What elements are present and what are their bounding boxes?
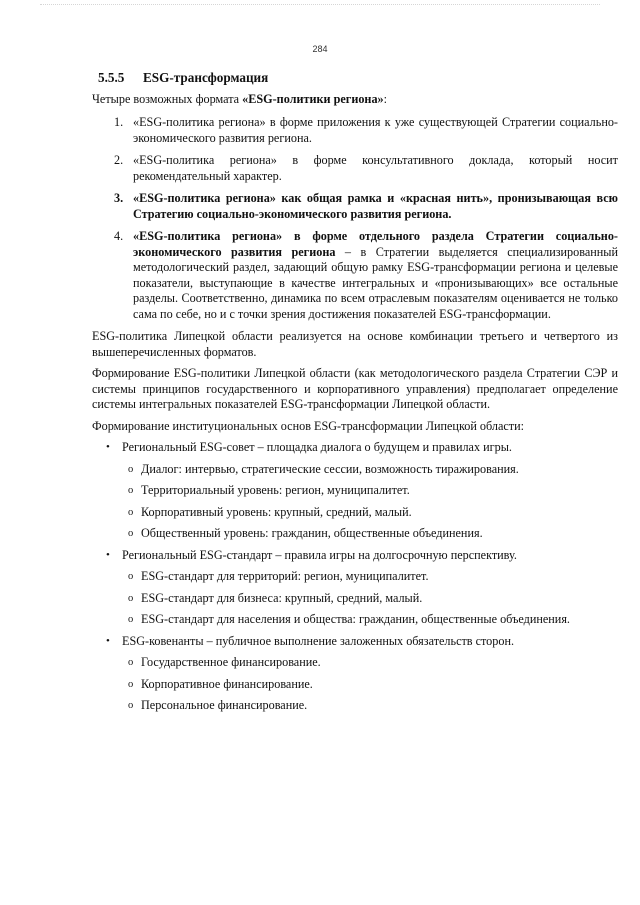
paragraph: Формирование институциональных основ ESG-трансформации Липецкой области: <box>92 418 525 433</box>
bullet-icon: • <box>106 634 110 647</box>
sublist-item <box>92 591 618 607</box>
sublist-text: ESG-стандарт для бизнеса: крупный, средний, малый. <box>141 590 423 605</box>
section-number: 5.5.5 <box>98 70 125 85</box>
sublist-text: Государственное финансирование. <box>141 655 321 669</box>
intro-text: Четыре возможных формата <box>92 91 243 106</box>
format-item <box>92 229 618 322</box>
foundations-list <box>92 440 618 714</box>
sublist-text: ESG-стандарт для населения и общества: гражданин, общественные объединения. <box>141 612 570 626</box>
circle-bullet-icon: o <box>128 485 134 496</box>
sublist-text: Общественный уровень: гражданин, общественные объединения. <box>141 526 483 540</box>
sublist-item <box>92 612 618 628</box>
page-top-border <box>40 4 600 5</box>
sublist-item <box>92 505 618 521</box>
format-item <box>92 153 618 184</box>
sublist-text: Корпоративное финансирование. <box>141 676 313 691</box>
paragraph: Формирование ESG-политики Липецкой области (как методологического раздела Стратегии СЭР и системы принципов государственного и корпоративного управления) предполагает определение системы интегральных показателей ESG-трансформации Липецкой области. <box>92 366 618 411</box>
intro-end: : <box>383 91 388 106</box>
sublist-text: Персональное финансирование. <box>141 698 308 712</box>
foundation-item <box>92 440 618 542</box>
section-heading <box>98 70 618 86</box>
intro-bold: «ESG-политики региона» <box>242 91 384 106</box>
section-title: ESG-трансформация <box>143 70 269 85</box>
format-item <box>92 115 618 146</box>
format-bold-text: «ESG-политика региона» в форме отдельного раздела Стратегии социально-экономического развития региона <box>133 229 618 259</box>
intro-paragraph <box>92 92 618 108</box>
page-content <box>92 70 618 720</box>
format-text: «ESG-политика региона» в форме приложения к уже существующей Стратегии социально-экономического развития региона. <box>133 115 618 145</box>
foundation-text: Региональный ESG-совет – площадка диалога о будущем и правилах игры. <box>122 440 512 454</box>
sublist-item <box>92 655 618 671</box>
foundation-sublist <box>122 569 618 628</box>
sublist-text: Территориальный уровень: регион, муниципалитет. <box>141 483 410 497</box>
format-text: «ESG-политика региона» как общая рамка и «красная нить», пронизывающая всю Стратегию социально-экономического развития региона. <box>133 191 618 221</box>
format-text: – в Стратегии выделяется специализированный методологический раздел, задающий общую рамку ESG-трансформации региона и целевые показатели, выступающие в качестве интегральных и «пронизывающих» все остальные разделы. Соответственно, динамика по всем отраслевым показателям оценивается не только сама по себе, но и с точки зрения достижения показателей ESG-трансформации. <box>133 244 619 321</box>
foundation-sublist <box>122 462 618 542</box>
circle-bullet-icon: o <box>128 571 134 582</box>
foundation-item <box>92 548 618 628</box>
paragraph: ESG-политика Липецкой области реализуется на основе комбинации третьего и четвертого из вышеперечисленных форматов. <box>92 329 618 359</box>
bullet-icon: • <box>106 548 110 561</box>
format-item <box>92 191 618 222</box>
sublist-item <box>92 698 618 714</box>
circle-bullet-icon: o <box>128 463 134 475</box>
page-number: 284 <box>312 44 328 54</box>
circle-bullet-icon: o <box>128 700 134 711</box>
format-number: 2. <box>114 153 124 167</box>
format-number: 4. <box>114 229 124 243</box>
circle-bullet-icon: o <box>128 614 134 625</box>
circle-bullet-icon: o <box>128 657 134 668</box>
circle-bullet-icon: o <box>128 528 134 539</box>
format-number: 1. <box>114 115 124 129</box>
circle-bullet-icon: o <box>128 506 134 518</box>
format-number: 3. <box>114 191 124 205</box>
sublist-item <box>92 483 618 499</box>
foundation-text: ESG-ковенанты – публичное выполнение заложенных обязательств сторон. <box>122 633 515 648</box>
sublist-text: Корпоративный уровень: крупный, средний, малый. <box>141 504 412 519</box>
sublist-text: Диалог: интервью, стратегические сессии, возможность тиражирования. <box>141 461 519 476</box>
sublist-item <box>92 677 618 693</box>
format-text: «ESG-политика региона» в форме консультативного доклада, который носит рекомендательный характер. <box>133 153 618 183</box>
foundation-sublist <box>122 655 618 714</box>
sublist-item <box>92 526 618 542</box>
circle-bullet-icon: o <box>128 592 134 604</box>
bullet-icon: • <box>106 441 110 453</box>
sublist-item <box>92 462 618 478</box>
circle-bullet-icon: o <box>128 678 134 690</box>
formats-list <box>92 115 618 322</box>
sublist-item <box>92 569 618 585</box>
foundation-item <box>92 634 618 714</box>
sublist-text: ESG-стандарт для территорий: регион, муниципалитет. <box>141 569 429 583</box>
foundation-text: Региональный ESG-стандарт – правила игры на долгосрочную перспективу. <box>122 547 517 562</box>
